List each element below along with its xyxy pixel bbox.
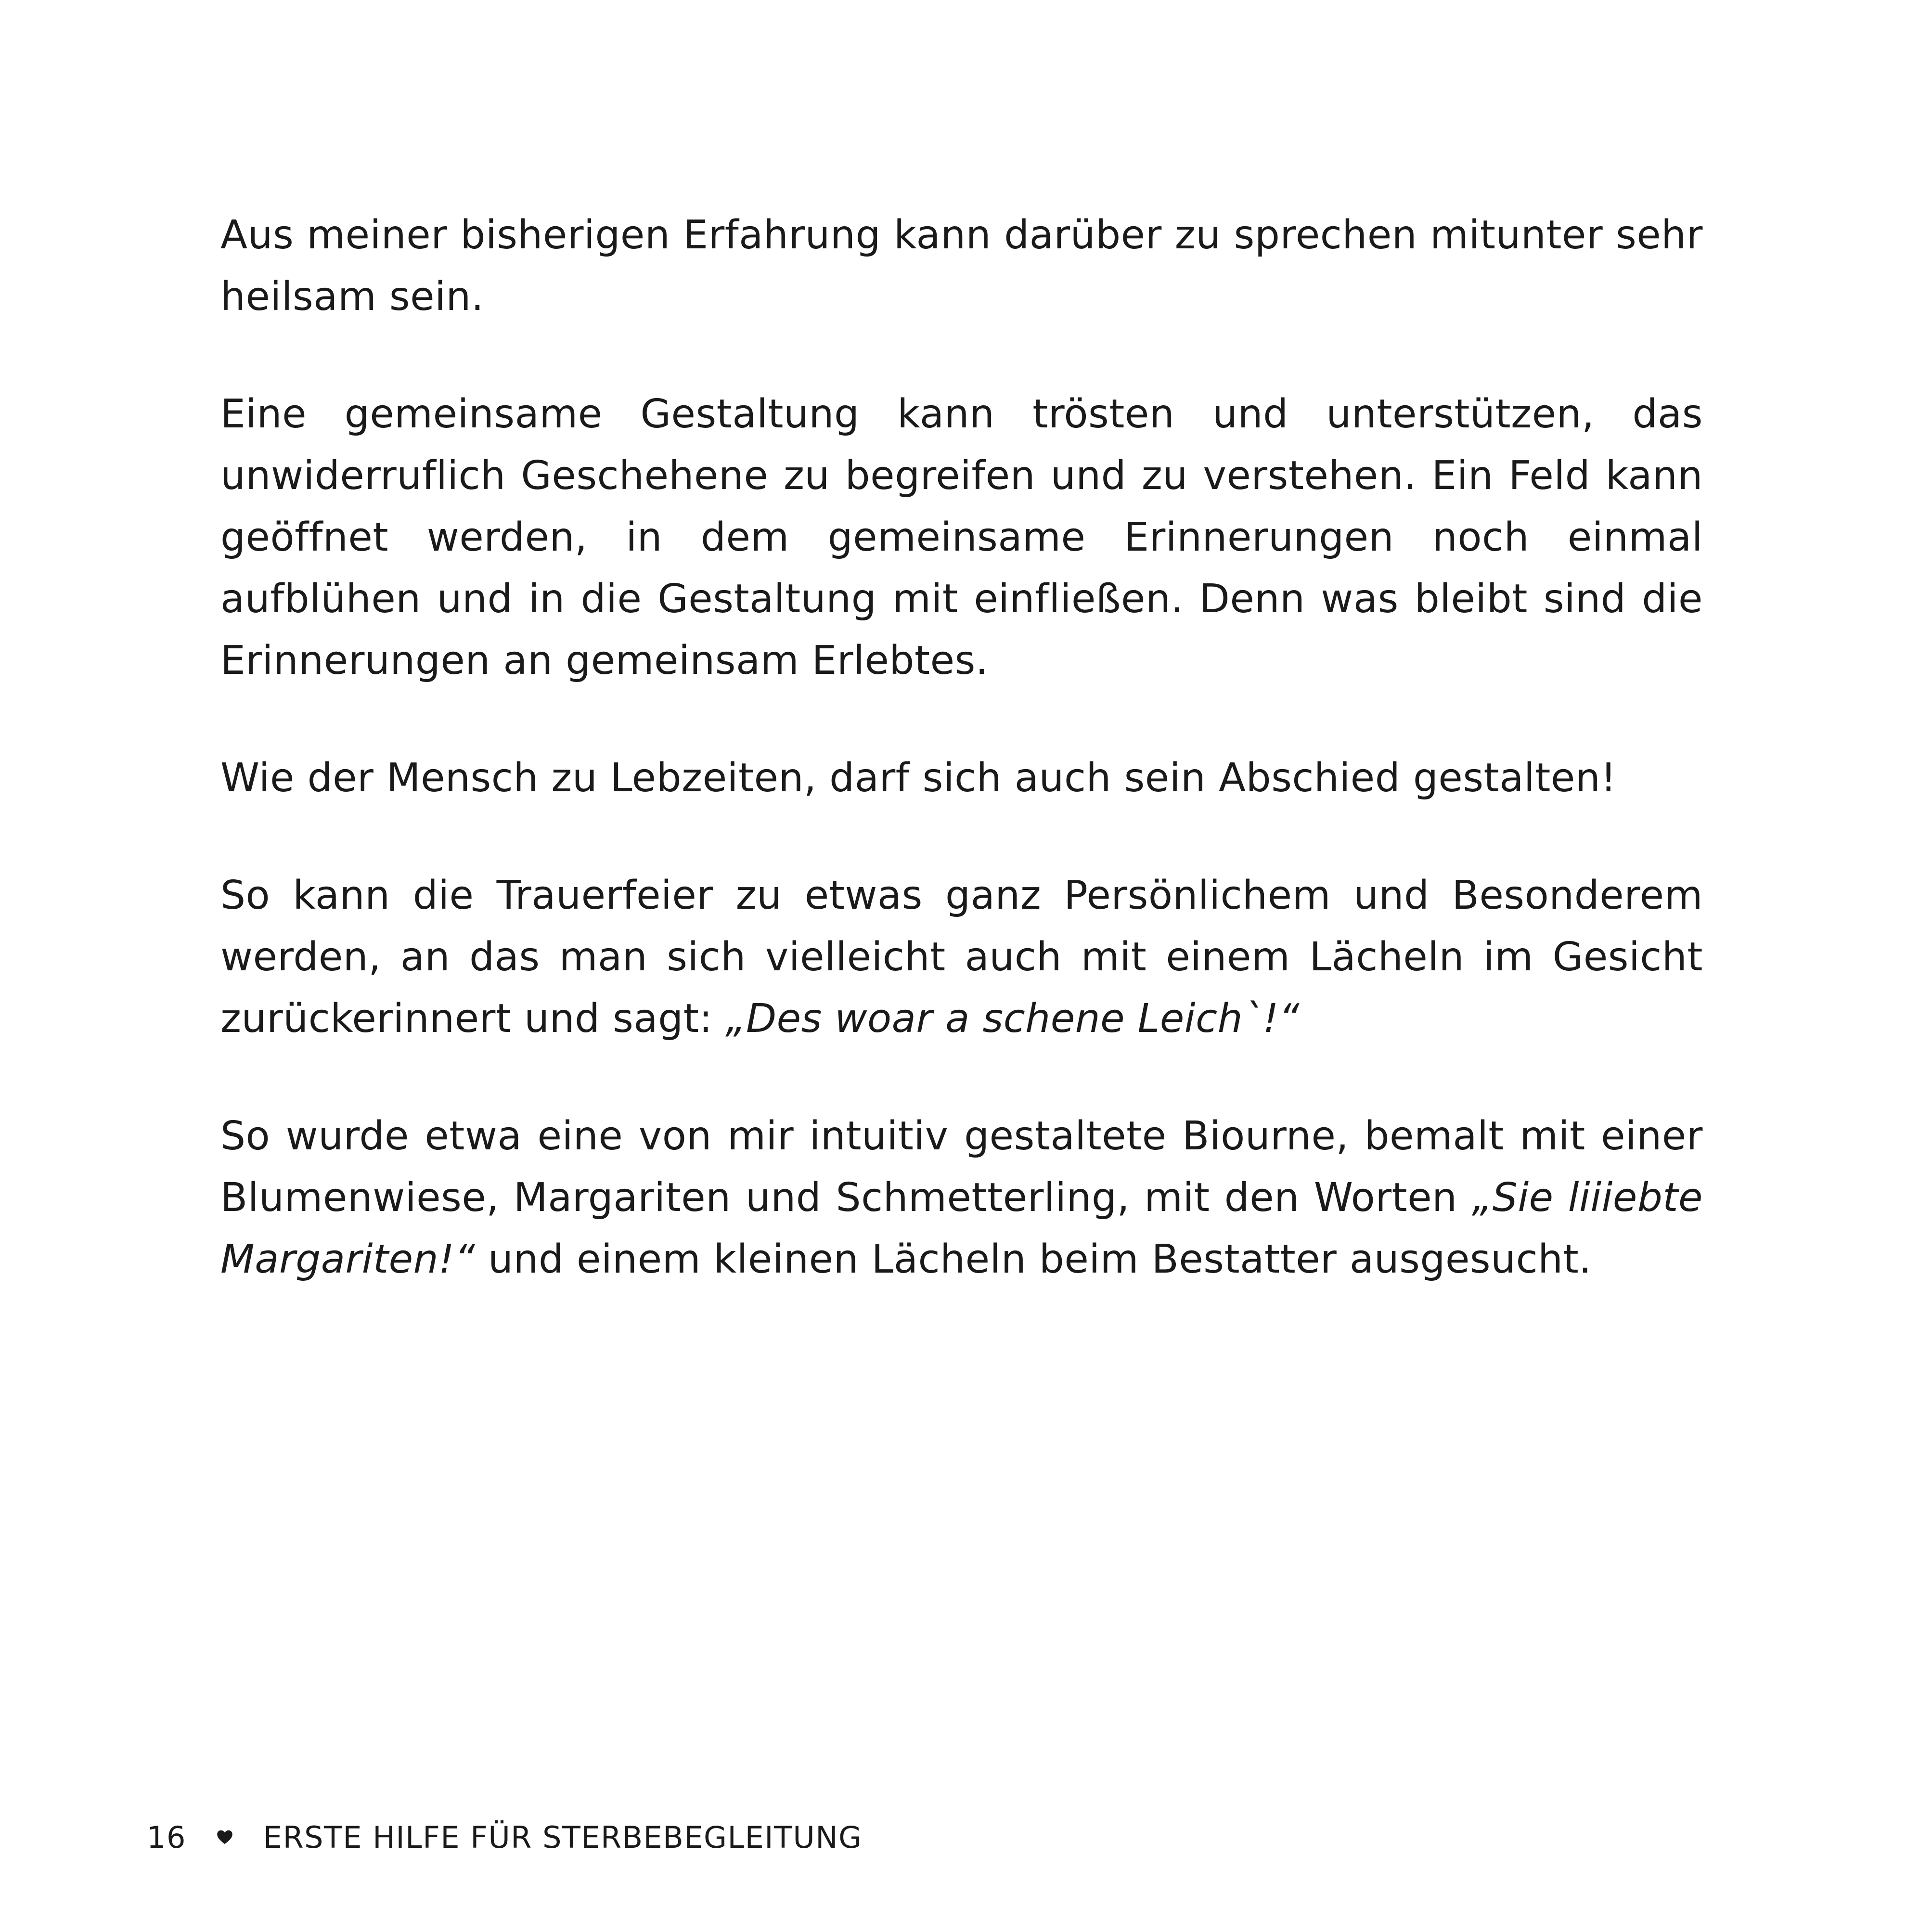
paragraph-4-text: So kann die Trauerfeier zu etwas ganz Persönlichem und Besonderem werden, an das man sich vielleicht auch mit einem Lächeln im Gesicht zurückerinnert und sagt: [220, 873, 1703, 1042]
paragraph-2: Eine gemeinsame Gestaltung kann trösten und unterstützen, das unwiderruflich Geschehene zu begreifen und zu verstehen. Ein Feld kann geöffnet werden, in dem gemeinsame Erinnerungen noch einmal aufblühen und in die Gestaltung mit einfließen. Denn was bleibt sind die Erinnerungen an gemeinsam Erlebtes. [220, 391, 1703, 683]
running-title: ERSTE HILFE FÜR STERBEBEGLEITUNG [263, 1819, 863, 1855]
paragraph-5-text-end: und einem kleinen Lächeln beim Bestatter ausgesucht. [475, 1236, 1592, 1282]
heart-icon [216, 1829, 233, 1846]
paragraph-4 [220, 865, 1703, 1050]
paragraph-3: Wie der Mensch zu Lebzeiten, darf sich auch sein Abschied gestalten! [220, 755, 1617, 801]
page-footer [147, 1816, 863, 1859]
dialect-quote: „Des woar a schene Leich`!“ [725, 996, 1300, 1042]
page-number: 16 [147, 1819, 186, 1855]
paragraph-1: Aus meiner bisherigen Erfahrung kann darüber zu sprechen mitunter sehr heilsam sein. [220, 212, 1703, 320]
paragraph-5 [220, 1106, 1703, 1290]
margariten-quote: „Sie liiiebte Margariten!“ [220, 1175, 1703, 1282]
body-text [220, 205, 1703, 1290]
paragraph-5-text-start: So wurde etwa eine von mir intuitiv gestaltete Biourne, bemalt mit einer Blumenwiese, Margariten und Schmetterling, mit den Worten [220, 1113, 1703, 1221]
